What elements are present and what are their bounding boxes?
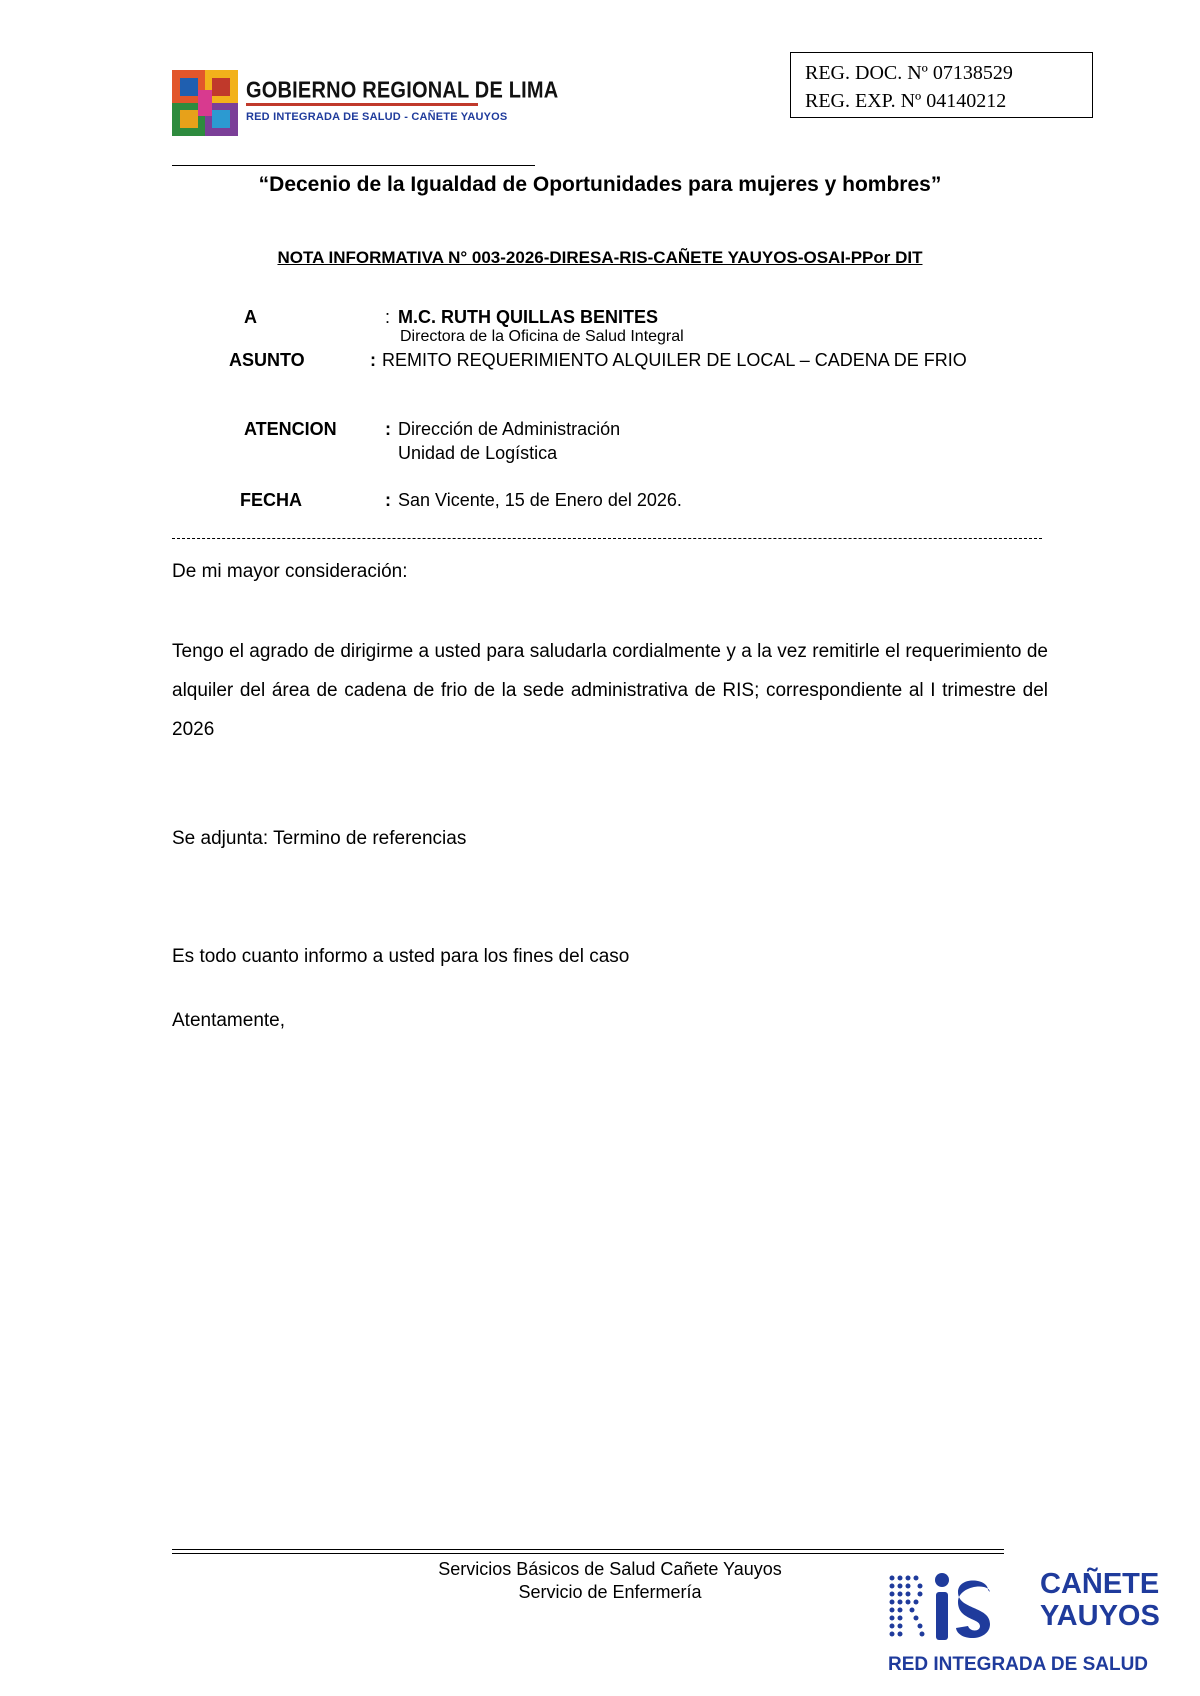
field-a-colon: : xyxy=(385,307,391,327)
section-divider xyxy=(172,538,1042,539)
reg-doc: REG. DOC. Nº 07138529 xyxy=(805,62,1013,84)
nota-title: NOTA INFORMATIVA N° 003-2026-DIRESA-RIS-CAÑETE YAUYOS-OSAI-PPor DIT xyxy=(277,248,923,267)
org-subtitle: RED INTEGRADA DE SALUD - CAÑETE YAUYOS xyxy=(246,111,508,123)
field-atencion-value-2: Unidad de Logística xyxy=(398,443,558,463)
org-title-rule xyxy=(246,103,478,106)
footer-line-1: Servicios Básicos de Salud Cañete Yauyos xyxy=(438,1559,782,1579)
signoff: Atentamente, xyxy=(172,1010,286,1031)
footer-rule-bottom xyxy=(172,1553,1004,1554)
greeting: De mi mayor consideración: xyxy=(172,561,408,582)
gobierno-regional-logo-icon xyxy=(172,70,238,136)
decade-motto: “Decenio de la Igualdad de Oportunidades para mujeres y hombres” xyxy=(258,173,942,196)
ris-logo-words xyxy=(1040,1568,1160,1632)
field-asunto-label: ASUNTO xyxy=(229,350,305,370)
field-fecha-colon: : xyxy=(385,490,391,510)
closing-line: Es todo cuanto informo a usted para los fines del caso xyxy=(172,946,630,967)
attachment-line: Se adjunta: Termino de referencias xyxy=(172,828,467,849)
footer-rule-top xyxy=(172,1549,1004,1550)
field-atencion-label: ATENCION xyxy=(244,419,337,439)
field-asunto-colon: : xyxy=(370,350,376,370)
field-atencion-colon: : xyxy=(385,419,391,439)
field-fecha-value: San Vicente, 15 de Enero del 2026. xyxy=(398,490,682,510)
reg-exp: REG. EXP. Nº 04140212 xyxy=(805,90,1007,112)
body-paragraph: Tengo el agrado de dirigirme a usted para saludarla cordialmente y a la vez remitirle el requerimiento de alquiler del área de cadena de frio de la sede administrativa de RIS; correspondiente al I trimestre del 2026 xyxy=(172,641,1048,740)
field-a-value: M.C. RUTH QUILLAS BENITES xyxy=(398,307,658,327)
ris-logo-icon xyxy=(888,1572,1028,1650)
field-a-label: A xyxy=(244,307,257,327)
footer-line-2: Servicio de Enfermería xyxy=(518,1582,702,1602)
header-rule xyxy=(172,165,535,166)
field-atencion-value-1: Dirección de Administración xyxy=(398,419,621,439)
org-title: GOBIERNO REGIONAL DE LIMA xyxy=(246,78,559,104)
registration-box xyxy=(790,52,1093,118)
ris-logo-tagline: RED INTEGRADA DE SALUD xyxy=(888,1654,1149,1675)
ris-logo-word-2: YAUYOS xyxy=(1040,1600,1160,1632)
field-asunto-value: REMITO REQUERIMIENTO ALQUILER DE LOCAL – CADENA DE FRIO xyxy=(382,350,967,370)
field-fecha-label: FECHA xyxy=(240,490,302,510)
ris-logo-word-1: CAÑETE xyxy=(1040,1568,1160,1600)
field-a-subtitle: Directora de la Oficina de Salud Integral xyxy=(400,328,684,345)
